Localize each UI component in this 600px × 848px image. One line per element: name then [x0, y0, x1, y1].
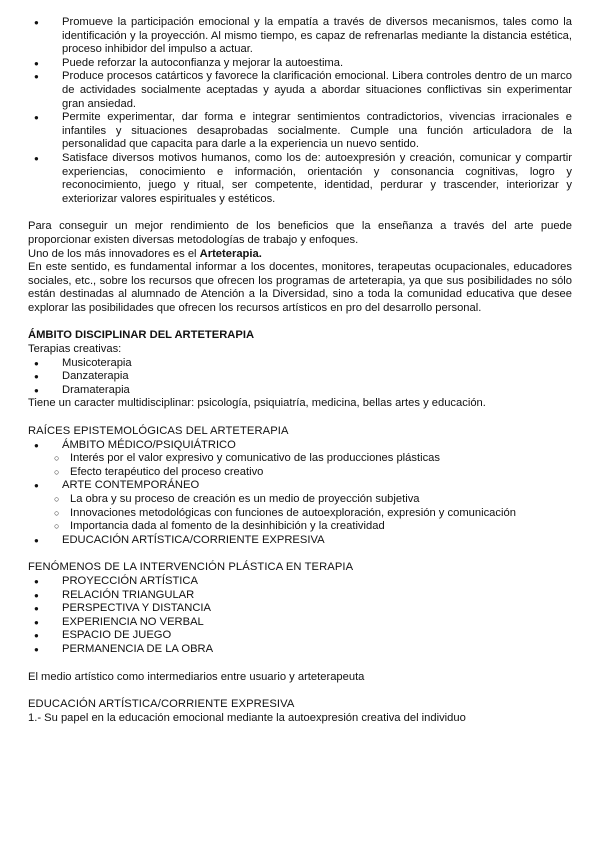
ambito-list [28, 357, 572, 398]
fenomenos-list [28, 575, 572, 657]
list-item: ● Musicoterapia [28, 357, 572, 371]
list-item: ● RELACIÓN TRIANGULAR [28, 589, 572, 603]
section-title-raices: RAÍCES EPISTEMOLÓGICAS DEL ARTETERAPIA [28, 425, 289, 438]
ambito-subtitle: Terapias creativas: [28, 343, 122, 356]
raices-medico-sublist [28, 452, 572, 479]
intro-bullet-list [28, 16, 572, 206]
raices-arte-sublist [28, 493, 572, 534]
raices-list-2 [28, 479, 572, 493]
section-title-ambito: ÁMBITO DISCIPLINAR DEL ARTETERAPIA [28, 329, 255, 342]
list-item: ● EXPERIENCIA NO VERBAL [28, 616, 572, 630]
section-title-educacion: EDUCACIÓN ARTÍSTICA/CORRIENTE EXPRESIVA [28, 698, 295, 711]
list-item: ● ARTE CONTEMPORÁNEO [28, 479, 572, 493]
educacion-line: 1.- Su papel en la educación emocional mediante la autoexpresión creativa del individuo [28, 711, 466, 724]
list-item: ○ Interés por el valor expresivo y comunicativo de las producciones plásticas [28, 452, 572, 466]
list-item: ○ Innovaciones metodológicas con funciones de autoexploración, expresión y comunicación [28, 507, 572, 521]
list-item: ● PERMANENCIA DE LA OBRA [28, 643, 572, 657]
list-item: ● PROYECCIÓN ARTÍSTICA [28, 575, 572, 589]
list-item: ● EDUCACIÓN ARTÍSTICA/CORRIENTE EXPRESIVA [28, 534, 572, 548]
list-item: ○ Importancia dada al fomento de la desinhibición y la creatividad [28, 520, 572, 534]
list-item: ● Permite experimentar, dar forma e integrar sentimientos contradictorios, vivencias irracionales e infantiles y situaciones desaprobadas socialmente. Cumple una función articuladora de la personalidad que capacita para darle a la experiencia un nuevo sentido. [28, 111, 572, 152]
paragraph-arteterapia-text: Uno de los más innovadores es el [28, 247, 200, 260]
list-item: ● ESPACIO DE JUEGO [28, 629, 572, 643]
list-item: ○ La obra y su proceso de creación es un medio de proyección subjetiva [28, 493, 572, 507]
list-item: ● PERSPECTIVA Y DISTANCIA [28, 602, 572, 616]
list-item: ● Satisface diversos motivos humanos, como los de: autoexpresión y creación, comunicar y compartir experiencias, conocimiento e información, orientación y consonancia cognitivas, logro y reconocimiento, juego y ritual, ser competente, identidad, perdurar y trascender, interiorizar y exteriorizar valores espirituales y estéticos. [28, 152, 572, 206]
raices-list [28, 439, 572, 453]
paragraph-methodologies: Para conseguir un mejor rendimiento de los beneficios que la enseñanza a través del arte puede proporcionar existen diversas metodologías de trabajo y enfoques. [28, 220, 572, 246]
ambito-footer: Tiene un caracter multidisciplinar: psicología, psiquiatría, medicina, bellas artes y educación. [28, 397, 486, 410]
list-item: ○ Efecto terapéutico del proceso creativo [28, 466, 572, 480]
paragraph-inform: En este sentido, es fundamental informar a los docentes, monitores, terapeutas ocupacionales, educadores sociales, etc., sobre los recursos que ofrecen los programas de arteterapia, ya que sus posibilidades no sólo están destinadas al alumnado de Atención a la Diversidad, sino a toda la comunidad educativa que desee explorar las posibilidades que ofrecen los recursos artísticos en pro del desarrollo personal. [28, 261, 572, 314]
list-item: ● Dramaterapia [28, 384, 572, 398]
raices-list-3 [28, 534, 572, 548]
arteterapia-bold-term: Arteterapia. [199, 247, 262, 260]
section-title-fenomenos: FENÓMENOS DE LA INTERVENCIÓN PLÁSTICA EN TERAPIA [28, 561, 354, 574]
paragraph-medio: El medio artístico como intermediarios entre usuario y arteterapeuta [28, 670, 365, 683]
list-item: ● Puede reforzar la autoconfianza y mejorar la autoestima. [28, 57, 572, 71]
list-item: ● Produce procesos catárticos y favorece la clarificación emocional. Libera controles dentro de un marco de actividades socialmente aceptadas y ayuda a abordar situaciones conflictivas sin experimentar gran ansiedad. [28, 70, 572, 111]
list-item: ● ÁMBITO MÉDICO/PSIQUIÁTRICO [28, 439, 572, 453]
list-item: ● Promueve la participación emocional y la empatía a través de diversos mecanismos, tales como la identificación y la proyección. Al mismo tiempo, es capaz de refrenarlas mediante la distancia estética, proceso inhibidor del impulso a actuar. [28, 16, 572, 57]
paragraph-arteterapia [28, 248, 572, 262]
list-item: ● Danzaterapia [28, 370, 572, 384]
